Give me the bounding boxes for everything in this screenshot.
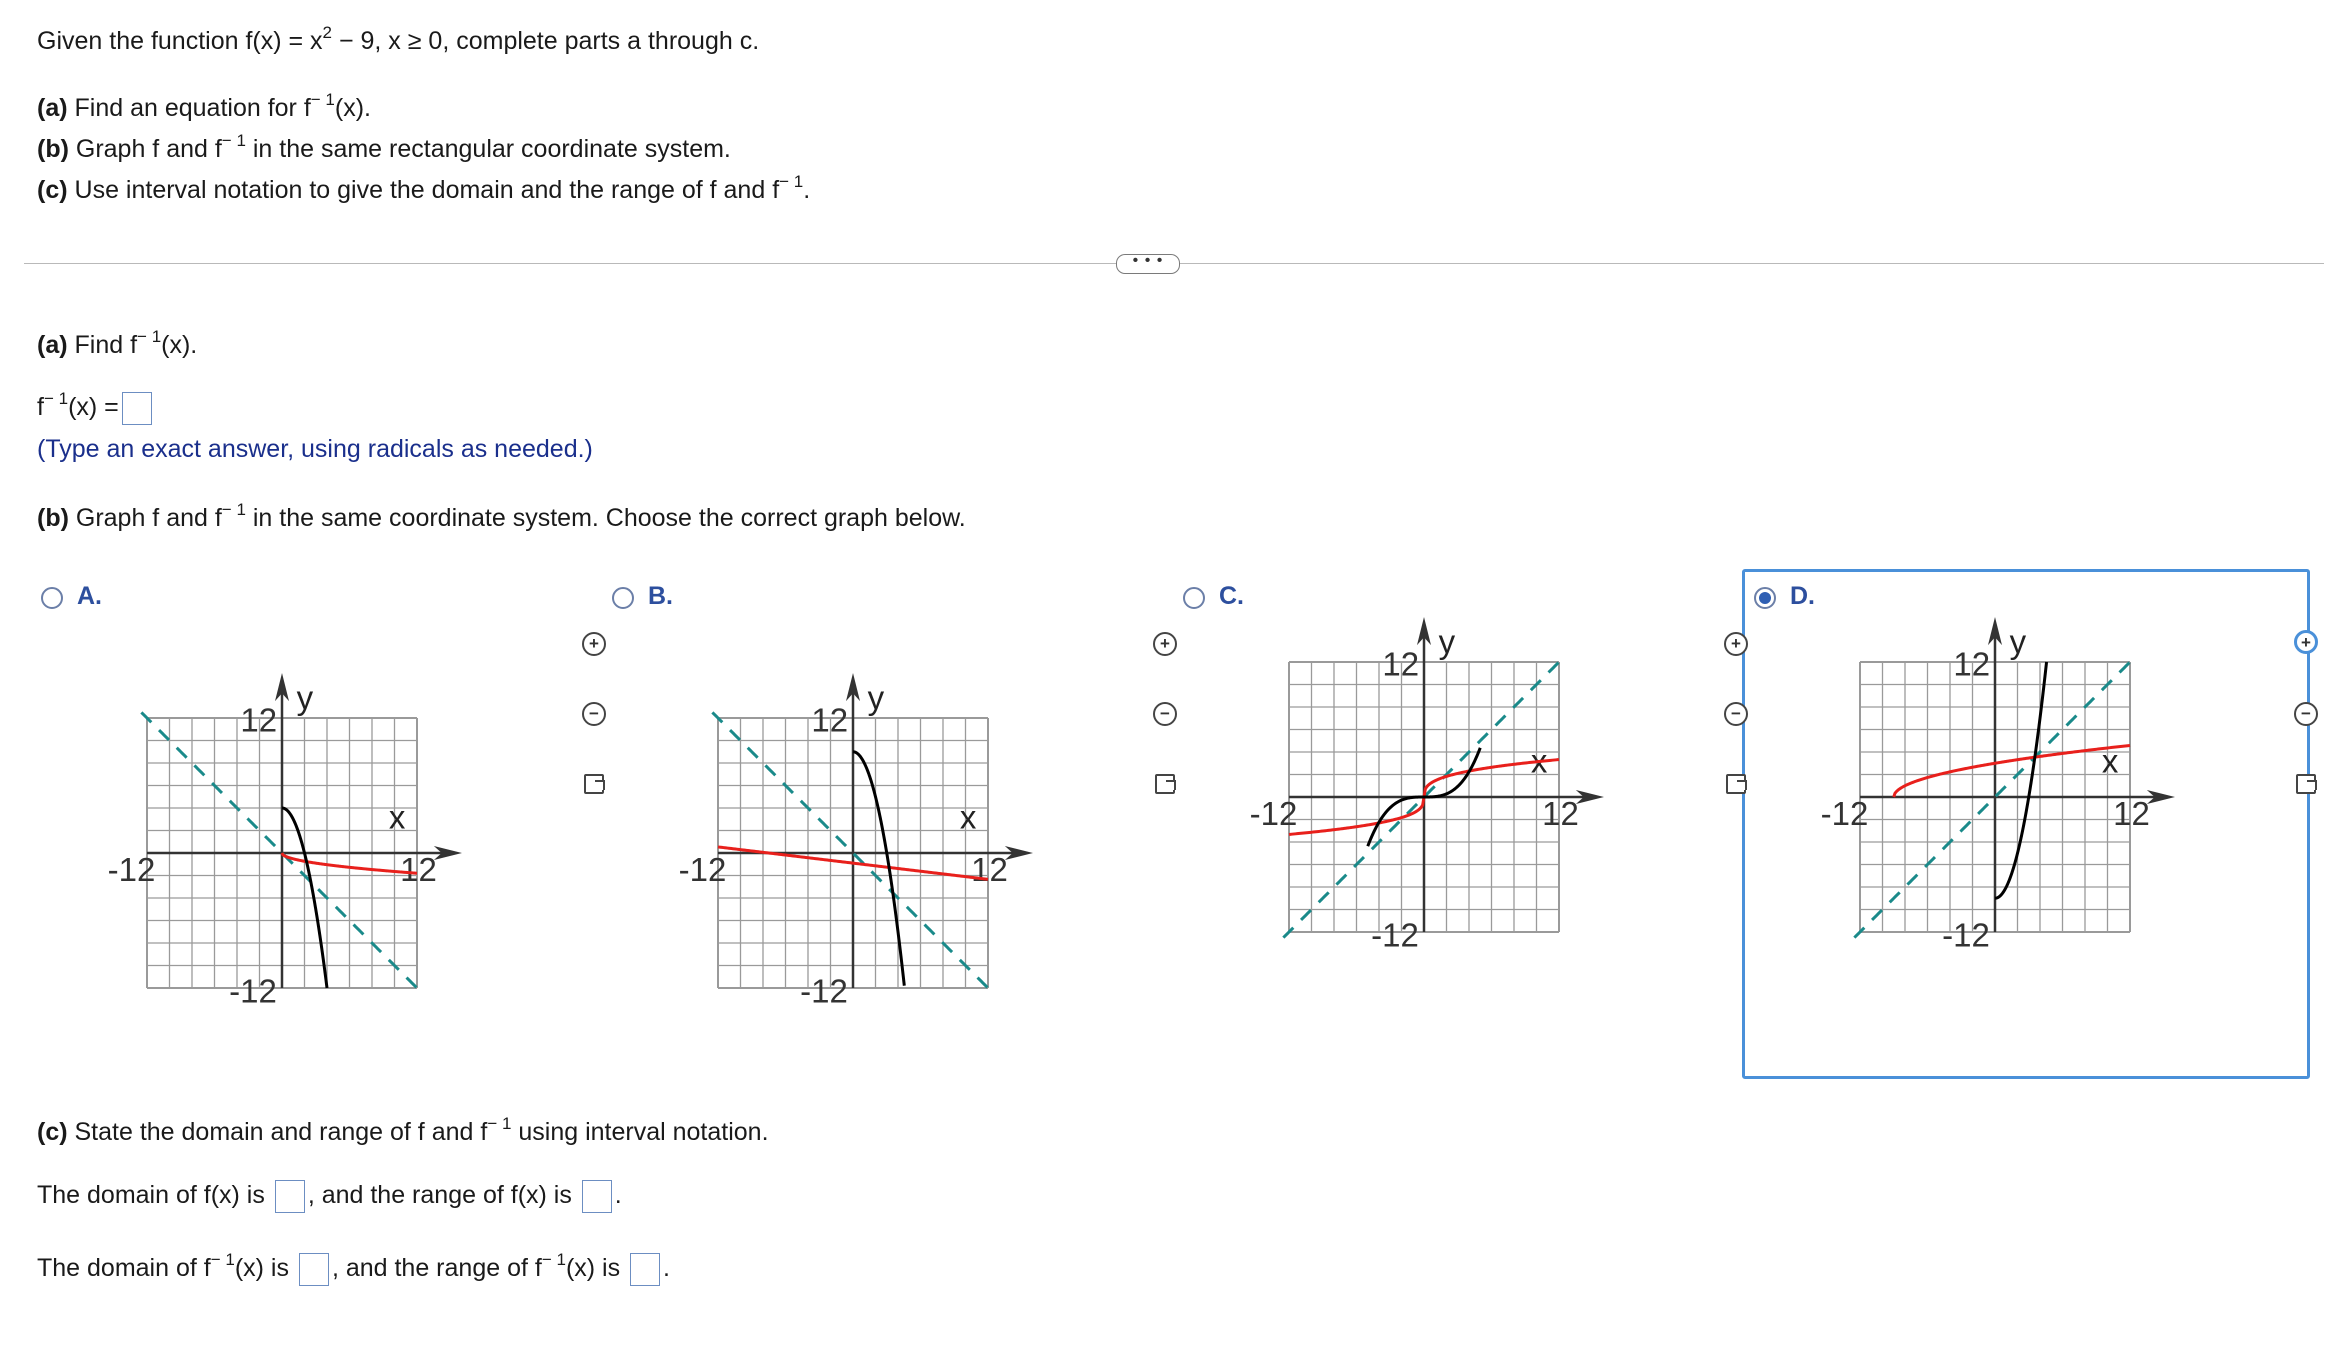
popout-b-icon[interactable]: [1155, 774, 1175, 794]
zoom-out-b-icon[interactable]: −: [1153, 702, 1177, 726]
more-button[interactable]: • • •: [1116, 254, 1180, 274]
domain-f-input[interactable]: [275, 1180, 305, 1213]
range-f-input[interactable]: [582, 1180, 612, 1213]
y-axis-label: y: [867, 679, 885, 716]
option-c-radio[interactable]: [1183, 587, 1205, 609]
y-axis-label: y: [2009, 623, 2027, 660]
problem-intro: Given the function $f(x) = x^2 - 9$, x ≥ 0, complete parts a through c.: [37, 23, 760, 55]
tick-label-x-min: -12: [678, 851, 727, 889]
zoom-in-c-icon[interactable]: +: [1724, 632, 1748, 656]
tick-label-y-max: 12: [1953, 645, 1991, 683]
option-c-label[interactable]: C.: [1219, 582, 1244, 610]
popout-d-icon[interactable]: [2296, 774, 2316, 794]
zoom-out-c-icon[interactable]: −: [1724, 702, 1748, 726]
f-curve: [1995, 662, 2047, 898]
tick-label-y-max: 12: [240, 701, 278, 739]
zoom-in-d-icon[interactable]: +: [2294, 630, 2318, 654]
zoom-out-d-icon[interactable]: −: [2294, 702, 2318, 726]
tick-label-y-max: 12: [811, 701, 849, 739]
x-axis-label: x: [1530, 742, 1548, 780]
part-a-answer-row: $f^{- 1}(x)$ =: [37, 392, 155, 425]
tick-label-x-max: 12: [2113, 795, 2150, 833]
part-c-row-1: The domain of f(x) is , and the range of f(x) is .: [37, 1180, 622, 1213]
part-c-row-2: The domain of $f^{- 1}(x)$ is , and the range of $f^{- 1}(x)$ is .: [37, 1253, 670, 1286]
option-b-label[interactable]: B.: [648, 582, 673, 610]
tick-label-y-min: -12: [800, 972, 848, 1010]
tick-label-x-min: -12: [1820, 795, 1869, 833]
option-a-radio[interactable]: [41, 587, 63, 609]
zoom-out-a-icon[interactable]: −: [582, 702, 606, 726]
finv-answer-input[interactable]: [122, 392, 152, 425]
domain-finv-input[interactable]: [299, 1253, 329, 1286]
tick-label-y-min: -12: [1942, 916, 1990, 954]
x-axis-label: x: [959, 798, 977, 836]
graph-option-c[interactable]: [1249, 572, 1614, 972]
zoom-in-a-icon[interactable]: +: [582, 632, 606, 656]
tick-label-x-max: 12: [971, 851, 1008, 889]
problem-part-a: (a) Find an equation for $f^{- 1}(x)$.: [37, 90, 371, 122]
problem-part-c: (c) Use interval notation to give the domain and the range of f and $f^{- 1}$.: [37, 172, 811, 204]
tick-label-x-min: -12: [1249, 795, 1298, 833]
x-axis-label: x: [388, 798, 406, 836]
tick-label-y-min: -12: [229, 972, 277, 1010]
tick-label-y-max: 12: [1382, 645, 1420, 683]
problem-part-b: (b) Graph f and $f^{- 1}$ in the same rectangular coordinate system.: [37, 131, 731, 163]
popout-c-icon[interactable]: [1726, 774, 1746, 794]
y-axis-label: y: [296, 679, 314, 716]
zoom-in-b-icon[interactable]: +: [1153, 632, 1177, 656]
part-a-hint: (Type an exact answer, using radicals as needed.): [37, 435, 593, 463]
tick-label-x-max: 12: [1542, 795, 1579, 833]
option-d-label[interactable]: D.: [1790, 582, 1815, 610]
graph-option-d[interactable]: [1820, 572, 2185, 972]
part-b-heading: (b) Graph f and $f^{- 1}$ in the same coordinate system. Choose the correct graph below.: [37, 500, 966, 532]
y-axis-label: y: [1438, 623, 1456, 660]
tick-label-y-min: -12: [1371, 916, 1419, 954]
tick-label-x-max: 12: [400, 851, 437, 889]
graph-option-a[interactable]: [107, 628, 472, 1028]
part-c-heading: (c) State the domain and range of f and $f^{- 1}$ using interval notation.: [37, 1114, 769, 1146]
popout-a-icon[interactable]: [584, 774, 604, 794]
tick-label-x-min: -12: [107, 851, 156, 889]
range-finv-input[interactable]: [630, 1253, 660, 1286]
option-d-radio[interactable]: [1754, 587, 1776, 609]
option-a-label[interactable]: A.: [77, 582, 102, 610]
option-b-radio[interactable]: [612, 587, 634, 609]
part-a-heading: (a) Find $f^{- 1}(x)$.: [37, 327, 198, 359]
finv-curve: [1894, 745, 2130, 797]
x-axis-label: x: [2101, 742, 2119, 780]
graph-option-b[interactable]: [678, 628, 1043, 1028]
